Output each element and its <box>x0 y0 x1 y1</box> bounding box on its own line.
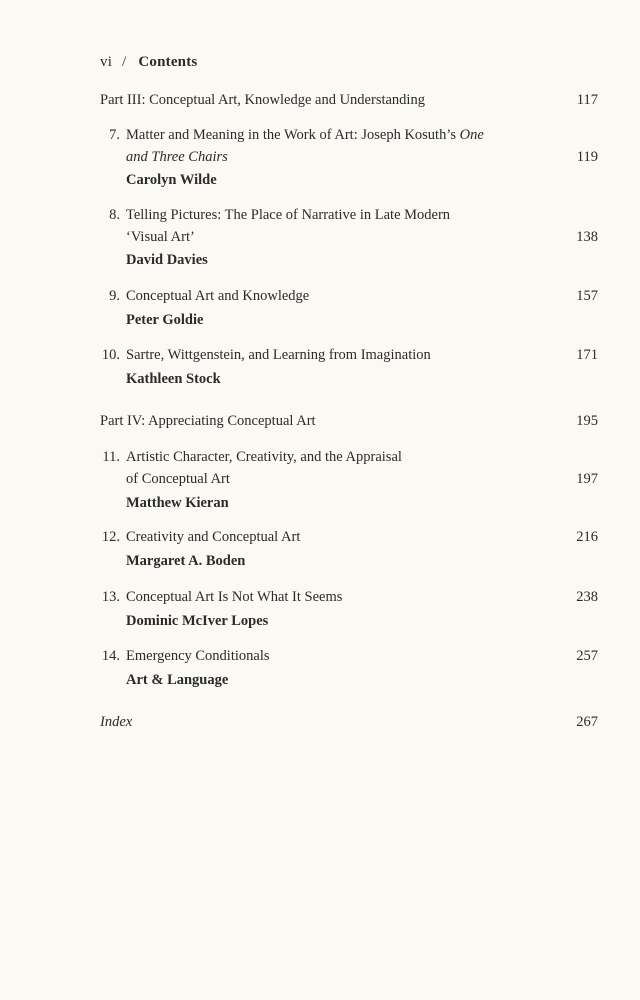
chapter-title: Emergency Conditionals <box>126 648 270 664</box>
page-ref: 195 <box>576 413 598 429</box>
chapter-title: Artistic Character, Creativity, and the Appraisal <box>126 449 402 465</box>
page-ref: 157 <box>576 288 598 304</box>
chapter-title: Conceptual Art and Knowledge <box>126 288 310 304</box>
chapter-title <box>126 125 556 146</box>
chapter-number: 14. <box>101 648 120 664</box>
toc-entry-13 <box>0 587 640 637</box>
toc-entry-11 <box>0 447 640 517</box>
chapter-author: Peter Goldie <box>126 312 204 328</box>
page-ref: 138 <box>576 229 598 245</box>
chapter-author: David Davies <box>126 252 208 268</box>
toc-entry-9 <box>0 286 640 336</box>
chapter-author: Kathleen Stock <box>126 371 221 387</box>
page-title: Contents <box>138 54 198 70</box>
running-header <box>100 54 197 71</box>
chapter-author: Carolyn Wilde <box>126 172 217 188</box>
chapter-title: Telling Pictures: The Place of Narrative in Late Modern <box>126 207 451 223</box>
page-ref: 119 <box>576 149 598 165</box>
toc-entry-8 <box>0 205 640 275</box>
chapter-author: Art & Language <box>126 672 229 688</box>
index-label: Index <box>100 714 133 730</box>
header-separator: / <box>122 54 127 70</box>
page-ref: 267 <box>576 714 598 730</box>
toc-entry-14 <box>0 646 640 696</box>
chapter-number: 8. <box>109 207 120 223</box>
chapter-title: Sartre, Wittgenstein, and Learning from Imagination <box>126 347 431 363</box>
chapter-number: 7. <box>109 127 120 143</box>
page-ref: 197 <box>576 471 598 487</box>
chapter-number: 10. <box>101 347 120 363</box>
chapter-number: 9. <box>109 288 120 304</box>
chapter-title-text: Matter and Meaning in the Work of Art: Joseph Kosuth’s <box>126 127 460 143</box>
chapter-number: 11. <box>102 449 120 465</box>
chapter-title-italic: One <box>459 127 484 143</box>
page-ref: 171 <box>576 347 598 363</box>
page-ref: 257 <box>576 648 598 664</box>
page-number: vi <box>100 54 113 70</box>
chapter-number: 13. <box>101 589 120 605</box>
page-ref: 238 <box>576 589 598 605</box>
toc-entry-10 <box>0 345 640 395</box>
chapter-title-line2: ‘Visual Art’ <box>126 229 195 245</box>
part-label: Part IV: Appreciating Conceptual Art <box>100 413 316 429</box>
chapter-number: 12. <box>101 529 120 545</box>
chapter-title: Conceptual Art Is Not What It Seems <box>126 589 343 605</box>
chapter-author: Margaret A. Boden <box>126 553 246 569</box>
chapter-title-line2: of Conceptual Art <box>126 471 230 487</box>
toc-entry-7 <box>0 125 640 195</box>
toc-entry-12 <box>0 527 640 577</box>
page-ref: 216 <box>576 529 598 545</box>
chapter-author: Dominic McIver Lopes <box>126 613 269 629</box>
part-label: Part III: Conceptual Art, Knowledge and Understanding <box>100 92 425 108</box>
page-ref: 117 <box>576 92 598 108</box>
chapter-title: Creativity and Conceptual Art <box>126 529 301 545</box>
chapter-title-line2: and Three Chairs <box>126 149 228 165</box>
chapter-author: Matthew Kieran <box>126 495 229 511</box>
